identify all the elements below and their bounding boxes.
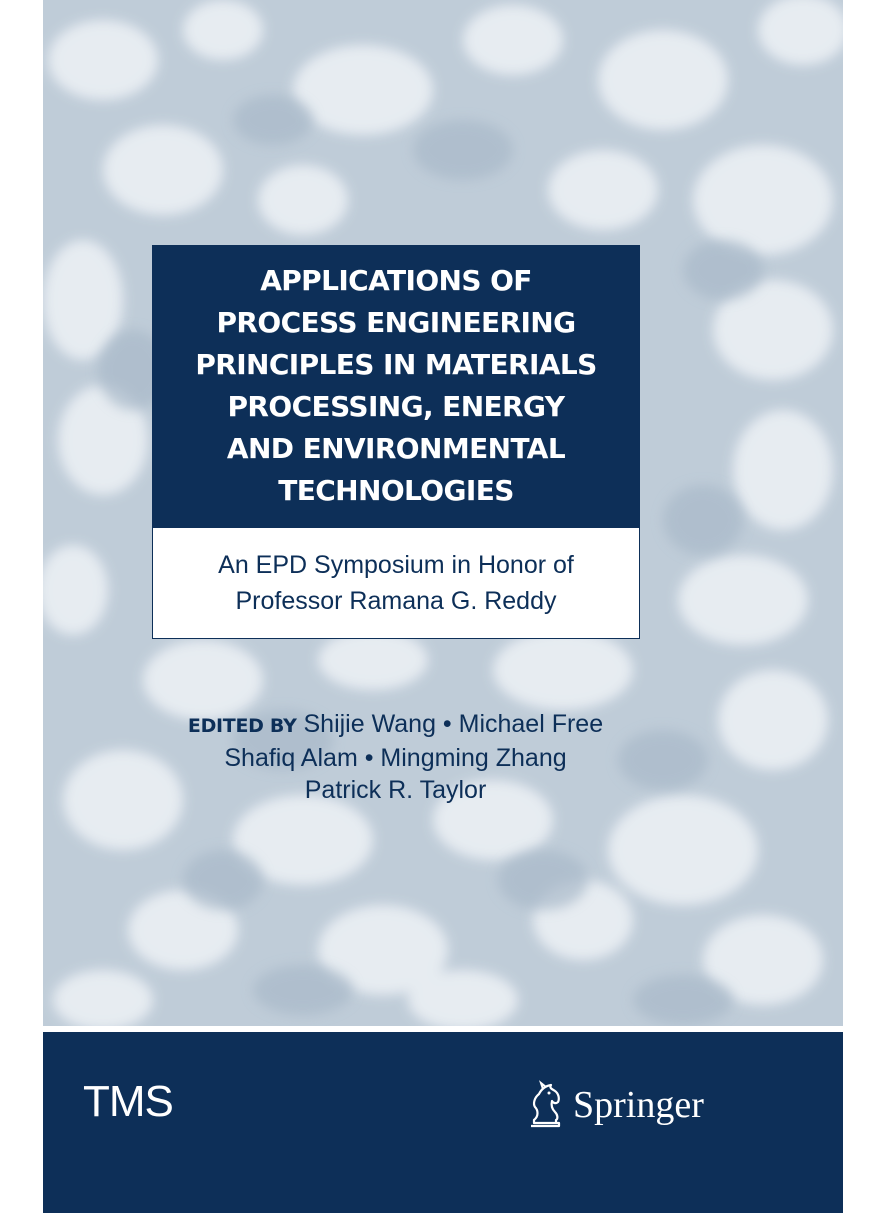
book-subtitle: An EPD Symposium in Honor of Professor Ramana G. Reddy xyxy=(218,551,574,615)
springer-wordmark: Springer xyxy=(573,1084,704,1126)
book-title: APPLICATIONS OF PROCESS ENGINEERING PRINCIPLES IN MATERIALS PROCESSING, ENERGY AND ENVIRONMENTAL TECHNOLOGIES xyxy=(195,264,597,507)
book-cover xyxy=(43,0,843,1213)
edited-by-label: EDITED BY xyxy=(187,715,297,737)
editors-block xyxy=(143,708,648,806)
editors-names-1: Shijie Wang • Michael Free xyxy=(303,710,604,738)
tms-logo: TMS xyxy=(83,1077,173,1126)
subtitle-panel xyxy=(152,527,640,639)
editors-line-1 xyxy=(143,708,648,742)
springer-logo xyxy=(525,1080,704,1130)
title-panel xyxy=(152,245,640,527)
editors-names-3: Patrick R. Taylor xyxy=(304,776,487,804)
publisher-footer xyxy=(43,1032,843,1213)
springer-horse-icon xyxy=(525,1080,565,1130)
editors-names-2: Shafiq Alam • Mingming Zhang xyxy=(224,744,567,772)
